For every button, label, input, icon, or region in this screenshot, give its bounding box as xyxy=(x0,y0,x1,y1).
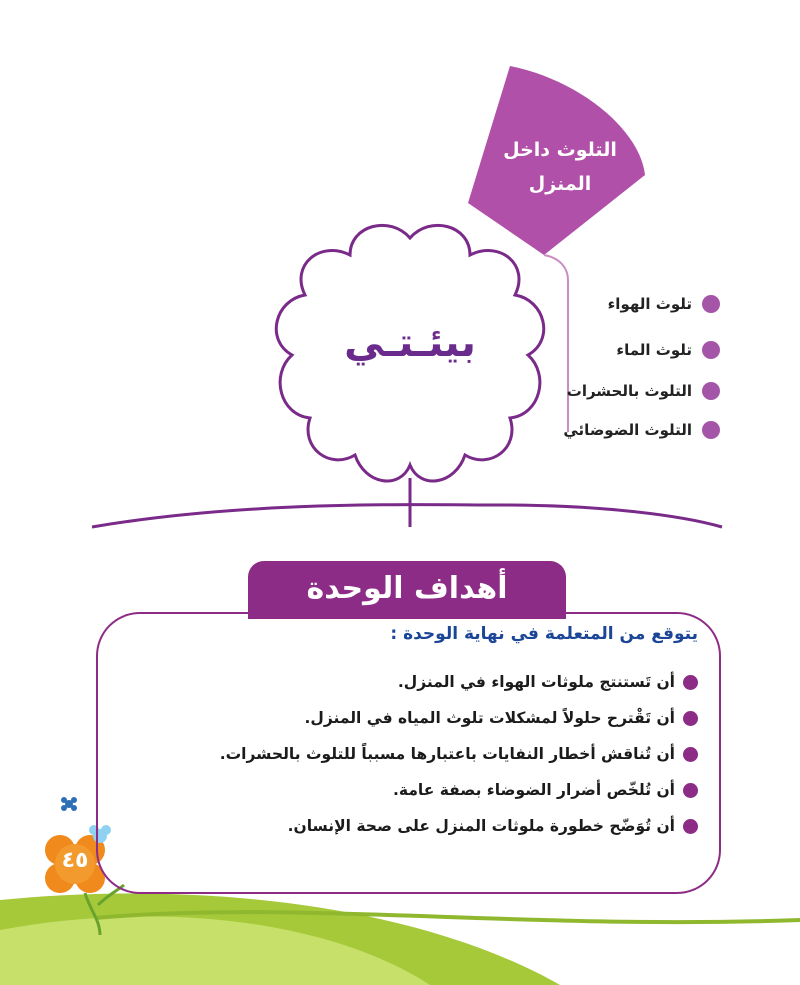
objective-item xyxy=(108,736,698,772)
topic-dot-icon xyxy=(702,295,720,313)
unit-title-line1: التلوث داخل xyxy=(503,139,617,161)
topic-item[interactable] xyxy=(560,334,720,366)
bullet-icon xyxy=(683,711,698,726)
objective-text: أن تَقْترح حلولاً لمشكلات تلوث المياه في المنزل. xyxy=(304,709,675,727)
star-flower-icon xyxy=(61,797,77,811)
objectives-list xyxy=(108,664,698,844)
objectives-intro: يتوقع من المتعلمة في نهاية الوحدة : xyxy=(390,624,698,644)
topic-item[interactable] xyxy=(560,375,720,407)
bullet-icon xyxy=(683,783,698,798)
topic-dot-icon xyxy=(702,341,720,359)
objective-item xyxy=(108,664,698,700)
bullet-icon xyxy=(683,675,698,690)
topic-label: التلوث الضوضائي xyxy=(563,421,692,439)
objective-item xyxy=(108,772,698,808)
objective-text: أن تُلخّص أضرار الضوضاء بصفة عامة. xyxy=(393,781,675,799)
flower-title: بيئـتـي xyxy=(344,320,476,366)
objectives-heading: أهداف الوحدة xyxy=(248,561,566,619)
topic-dot-icon xyxy=(702,421,720,439)
page-number: ٤٥ xyxy=(61,848,89,873)
unit-title-line2: المنزل xyxy=(528,173,592,195)
topic-dot-icon xyxy=(702,382,720,400)
objective-text: أن تَستنتج ملوثات الهواء في المنزل. xyxy=(397,673,675,691)
unit-title xyxy=(490,133,630,201)
bullet-icon xyxy=(683,819,698,834)
topic-label: تلوث الهواء xyxy=(607,295,692,313)
objective-item xyxy=(108,808,698,844)
objective-item xyxy=(108,700,698,736)
topic-item[interactable] xyxy=(560,414,720,446)
wave-divider xyxy=(92,505,722,527)
objective-text: أن تُناقش أخطار النفايات باعتبارها مسبباً للتلوث بالحشرات. xyxy=(219,745,675,763)
bullet-icon xyxy=(683,747,698,762)
objective-text: أن تُوَضّح خطورة ملوثات المنزل على صحة الإنسان. xyxy=(287,817,675,835)
topic-item[interactable] xyxy=(560,288,720,320)
topic-label: التلوث بالحشرات xyxy=(566,382,692,400)
topic-label: تلوث الماء xyxy=(616,341,692,359)
